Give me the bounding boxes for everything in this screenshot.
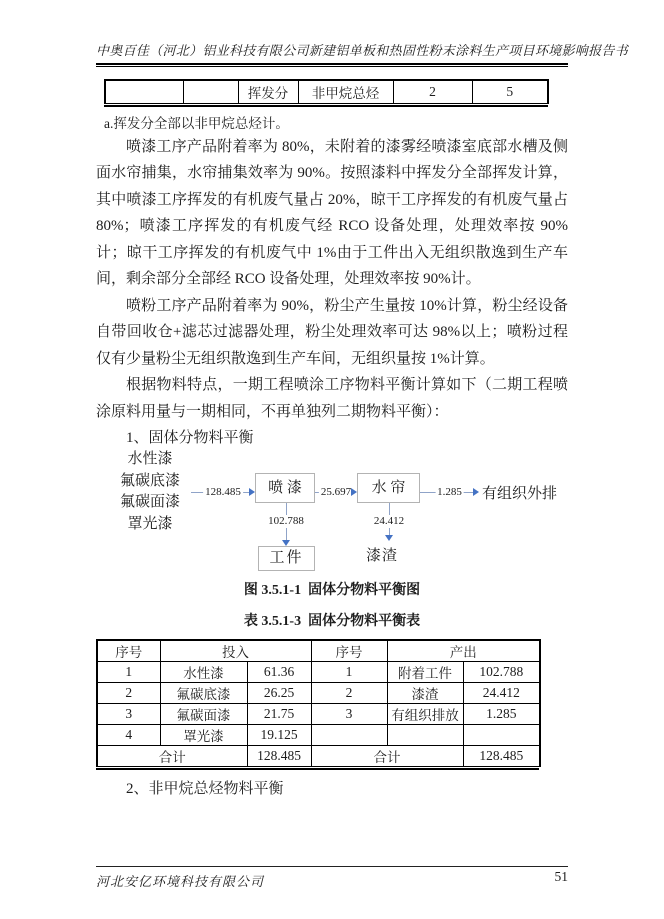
col-header-output: 产出: [387, 640, 540, 662]
total-label: 合计: [311, 746, 463, 767]
table-cell: [463, 725, 540, 746]
table-cell: 2: [311, 683, 387, 704]
page-header-title: 中奥百佳（河北）铝业科技有限公司新建铝单板和热固性粉末涂料生产项目环境影响报告书: [96, 43, 629, 58]
header-double-rule: [96, 63, 568, 67]
list-item-nmhc-balance: 2、非甲烷总烃物料平衡: [126, 781, 284, 797]
table-row: [97, 704, 540, 725]
table-cell: 挥发分: [238, 80, 298, 103]
table-row: [97, 683, 540, 704]
table-cell: 氟碳底漆: [160, 683, 247, 704]
table-header-row: [97, 640, 540, 662]
input-material-list: [104, 449, 196, 535]
table-cell: 61.36: [247, 662, 311, 683]
table-cell: 21.75: [247, 704, 311, 725]
figure-caption: 图 3.5.1-1 固体分物料平衡图: [243, 583, 421, 598]
flow-value: 1.285: [437, 486, 462, 498]
table-cell: 水性漆: [160, 662, 247, 683]
table-footnote: a.挥发分全部以非甲烷总烃计。: [104, 115, 289, 131]
input-material-label: 水性漆: [127, 451, 173, 467]
table-cell: 罩光漆: [160, 725, 247, 746]
table-total-row: [97, 746, 540, 767]
table-cell: [387, 725, 463, 746]
col-header-seq-in: 序号: [97, 640, 160, 662]
total-value: 128.485: [463, 746, 540, 767]
table-caption: 表 3.5.1-3 固体分物料平衡表: [243, 614, 421, 629]
list-item-solid-balance: 1、固体分物料平衡: [126, 430, 254, 446]
total-label: 合计: [97, 746, 247, 767]
process-box-spray: 喷 漆: [255, 473, 315, 503]
flow-arrow-mid: [315, 485, 357, 499]
table-cell: 4: [97, 725, 160, 746]
balance-table: [96, 639, 539, 770]
table-cell: 2: [97, 683, 160, 704]
flow-arrow-down-workpiece: [265, 503, 307, 546]
page-footer: [96, 866, 568, 890]
table-cell: 氟碳面漆: [160, 704, 247, 725]
paragraph-powder-spray: 喷粉工序产品附着率为 90%，粉尘产生量按 10%计算，粉尘经设备自带回收仓+滤芯过滤器处理，粉尘处理效率可达 98%以上；喷粉过程仅有少量粉尘无组织散逸到生产车间，无组织量按 1%计算。: [96, 297, 568, 367]
table-cell: 漆渣: [387, 683, 463, 704]
arrow-down-icon: [385, 535, 393, 541]
table-cell: 非甲烷总烃: [298, 80, 393, 103]
table-cell: 26.25: [247, 683, 311, 704]
flow-arrow-down-residue: [368, 503, 410, 541]
table-cell: [183, 80, 238, 103]
total-value: 128.485: [247, 746, 311, 767]
table-cell: 3: [97, 704, 160, 725]
input-material-label: 罩光漆: [127, 515, 173, 532]
table-row: [97, 662, 540, 683]
flow-value: 128.485: [205, 486, 241, 498]
flow-arrow-input: [191, 485, 255, 499]
paragraph-spray-paint: 喷漆工序产品附着率为 80%，未附着的漆雾经喷漆室底部水槽及侧面水帘捕集，水帘捕集效率为 90%。按照漆料中挥发分全部挥发计算，其中喷漆工序挥发的有机废气量占 20%，晾干工序挥发的有机废气量占 80%；喷漆工序挥发的有机废气经 RCO 设备处理，处理效率按 90%计；晾干工序挥发的有机废气中 1%由于工件出入无组织散逸到生产车间，剩余部分全部经 RCO 设备处理，处理效率按 90%计。: [96, 138, 568, 287]
page-number: 51: [554, 869, 568, 884]
carryover-table: [104, 79, 548, 107]
residue-label: 漆渣: [366, 548, 399, 564]
table-cell: 有组织排放: [387, 704, 463, 725]
flow-arrow-out: [420, 485, 479, 499]
table-cell: 1.285: [463, 704, 540, 725]
flow-value: 102.788: [268, 515, 304, 527]
arrow-right-icon: [473, 488, 479, 496]
process-box-workpiece: 工件: [258, 546, 315, 571]
flow-value: 25.697: [320, 486, 352, 498]
table-cell: 1: [311, 662, 387, 683]
table-cell: [105, 80, 183, 103]
table-cell: 1: [97, 662, 160, 683]
table-row: [97, 725, 540, 746]
table-row: [105, 80, 548, 103]
footer-company-name: 河北安亿环境科技有限公司: [96, 874, 265, 889]
table-cell: 102.788: [463, 662, 540, 683]
col-header-seq-out: 序号: [311, 640, 387, 662]
table-cell: 19.125: [247, 725, 311, 746]
table-cell: [311, 725, 387, 746]
table-cell: 24.412: [463, 683, 540, 704]
table-cell: 3: [311, 704, 387, 725]
input-material-label: 氟碳面漆: [119, 494, 180, 510]
input-material-label: 氟碳底漆: [119, 472, 180, 489]
flow-value: 24.412: [373, 515, 405, 527]
paragraph-material-balance-intro: 根据物料特点，一期工程喷涂工序物料平衡计算如下（二期工程喷涂原料用量与一期相同，不再单独列二期物料平衡）：: [96, 377, 568, 420]
table-cell: 5: [472, 80, 548, 103]
col-header-input: 投入: [160, 640, 311, 662]
outlet-label: 有组织外排: [482, 486, 558, 502]
table-cell: 附着工件: [387, 662, 463, 683]
process-box-water-curtain: 水 帘: [357, 473, 420, 503]
table-cell: 2: [393, 80, 472, 103]
material-balance-diagram: [96, 449, 568, 572]
